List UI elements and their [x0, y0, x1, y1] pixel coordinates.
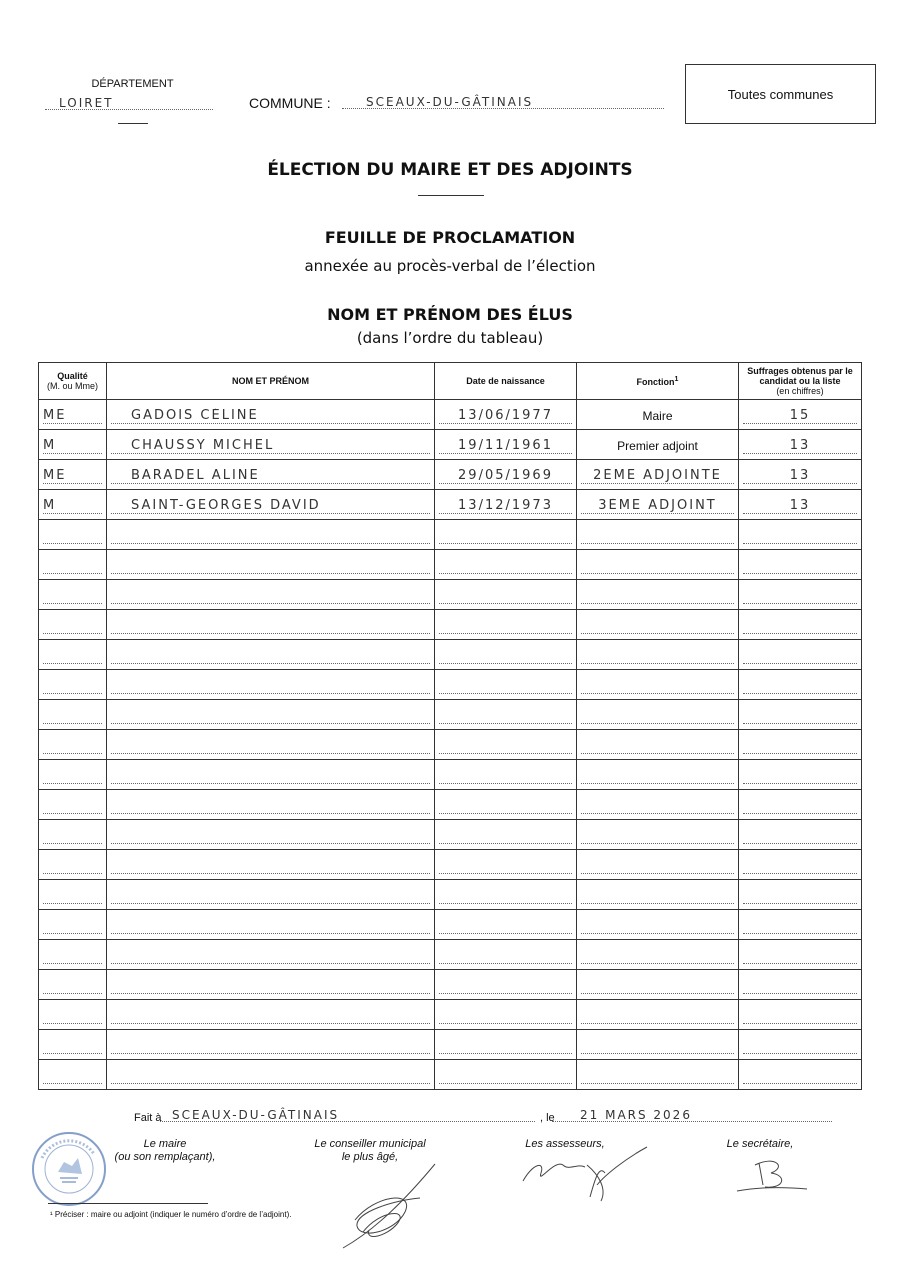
table-row	[39, 460, 862, 490]
blank-entry-line	[111, 618, 430, 634]
blank-entry-line	[439, 858, 572, 874]
blank-entry-line	[743, 918, 857, 934]
sheet-subtitle: annexée au procès-verbal de l’élection	[304, 257, 596, 275]
blank-entry-line	[743, 858, 857, 874]
blank-entry-line	[439, 1038, 572, 1054]
row-name: GADOIS CÉLINE	[111, 408, 430, 424]
row-birth: 29/05/1969	[439, 468, 572, 484]
councillor-signature-scribble	[335, 1160, 445, 1255]
blank-entry-line	[43, 588, 102, 604]
table-row-blank	[39, 760, 862, 790]
blank-entry-line	[111, 888, 430, 904]
blank-entry-line	[439, 738, 572, 754]
blank-entry-line	[581, 858, 734, 874]
blank-entry-line	[581, 828, 734, 844]
blank-entry-line	[43, 1038, 102, 1054]
department-label: DÉPARTEMENT	[91, 78, 174, 90]
table-row-blank	[39, 790, 862, 820]
blank-entry-line	[111, 738, 430, 754]
blank-entry-line	[111, 978, 430, 994]
blank-entry-line	[439, 918, 572, 934]
done-at-value: SCEAUX-DU-GÂTINAIS	[160, 1108, 535, 1122]
blank-entry-line	[43, 798, 102, 814]
blank-entry-line	[111, 558, 430, 574]
blank-entry-line	[439, 828, 572, 844]
blank-entry-line	[581, 558, 734, 574]
blank-entry-line	[43, 948, 102, 964]
date-value: 21 MARS 2026	[552, 1108, 832, 1122]
row-function: Maire	[642, 409, 673, 423]
blank-entry-line	[743, 738, 857, 754]
mayor-signature-block	[100, 1138, 230, 1164]
blank-entry-line	[743, 618, 857, 634]
blank-entry-line	[43, 768, 102, 784]
table-row-blank	[39, 550, 862, 580]
table-row-blank	[39, 850, 862, 880]
blank-entry-line	[743, 1068, 857, 1084]
table-row-blank	[39, 940, 862, 970]
councillor-title: Le conseiller municipal	[314, 1138, 426, 1150]
blank-entry-line	[111, 828, 430, 844]
blank-entry-line	[743, 678, 857, 694]
row-votes: 13	[743, 438, 857, 454]
blank-entry-line	[43, 828, 102, 844]
blank-entry-line	[439, 768, 572, 784]
blank-entry-line	[581, 978, 734, 994]
blank-entry-line	[743, 828, 857, 844]
blank-entry-line	[439, 1068, 572, 1084]
elected-subtitle: (dans l’ordre du tableau)	[356, 329, 544, 347]
blank-entry-line	[743, 798, 857, 814]
row-birth: 13/12/1973	[439, 498, 572, 514]
blank-entry-line	[111, 648, 430, 664]
blank-entry-line	[111, 768, 430, 784]
title-divider	[418, 195, 484, 196]
table-row	[39, 430, 862, 460]
blank-entry-line	[439, 978, 572, 994]
blank-entry-line	[43, 1068, 102, 1084]
blank-entry-line	[743, 948, 857, 964]
blank-entry-line	[581, 798, 734, 814]
blank-entry-line	[111, 948, 430, 964]
table-row-blank	[39, 730, 862, 760]
votes-header: Suffrages obtenus par le candidat ou la liste (en chiffres)	[739, 363, 862, 400]
blank-entry-line	[439, 618, 572, 634]
blank-entry-line	[581, 768, 734, 784]
department-underline	[118, 123, 148, 124]
table-row	[39, 490, 862, 520]
blank-entry-line	[581, 738, 734, 754]
blank-entry-line	[111, 858, 430, 874]
row-quality: ME	[43, 468, 102, 484]
function-header: Fonction$^1$	[577, 363, 739, 400]
secretary-signature-scribble	[735, 1155, 810, 1195]
blank-entry-line	[439, 708, 572, 724]
assessors-signature-scribble	[515, 1145, 655, 1205]
town-hall-stamp-icon	[28, 1128, 110, 1210]
table-row-blank	[39, 580, 862, 610]
blank-entry-line	[43, 708, 102, 724]
row-votes: 15	[743, 408, 857, 424]
commune-label: COMMUNE :	[249, 95, 331, 111]
blank-entry-line	[581, 1038, 734, 1054]
blank-entry-line	[111, 528, 430, 544]
main-title: ÉLECTION DU MAIRE ET DES ADJOINTS	[267, 160, 633, 180]
blank-entry-line	[111, 1008, 430, 1024]
blank-entry-line	[581, 948, 734, 964]
table-row-blank	[39, 910, 862, 940]
blank-entry-line	[439, 558, 572, 574]
row-birth: 13/06/1977	[439, 408, 572, 424]
blank-entry-line	[743, 648, 857, 664]
table-header-row	[39, 363, 862, 400]
blank-entry-line	[743, 558, 857, 574]
secretary-title: Le secrétaire,	[726, 1138, 794, 1150]
commune-value: SCEAUX-DU-GÂTINAIS	[342, 95, 664, 109]
row-function: Premier adjoint	[617, 439, 698, 453]
blank-entry-line	[111, 588, 430, 604]
table-row-blank	[39, 670, 862, 700]
blank-entry-line	[43, 558, 102, 574]
sheet-title: FEUILLE DE PROCLAMATION	[324, 228, 576, 247]
blank-entry-line	[743, 978, 857, 994]
elected-table	[38, 362, 862, 1090]
blank-entry-line	[111, 708, 430, 724]
blank-entry-line	[743, 1008, 857, 1024]
blank-entry-line	[581, 528, 734, 544]
done-at-label: Fait à	[134, 1112, 162, 1124]
blank-entry-line	[43, 888, 102, 904]
row-function: 2ÈME ADJOINTE	[581, 468, 734, 484]
blank-entry-line	[111, 1038, 430, 1054]
blank-entry-line	[439, 588, 572, 604]
mayor-title: Le maire	[143, 1138, 187, 1150]
blank-entry-line	[439, 678, 572, 694]
blank-entry-line	[743, 888, 857, 904]
table-row-blank	[39, 1030, 862, 1060]
row-function: 3ÈME ADJOINT	[581, 498, 734, 514]
department-value: LOIRET	[45, 96, 213, 110]
blank-entry-line	[581, 918, 734, 934]
blank-entry-line	[581, 648, 734, 664]
blank-entry-line	[43, 918, 102, 934]
blank-entry-line	[743, 1038, 857, 1054]
blank-entry-line	[439, 948, 572, 964]
blank-entry-line	[439, 1008, 572, 1024]
table-row-blank	[39, 970, 862, 1000]
name-header: NOM ET PRÉNOM	[107, 363, 435, 400]
blank-entry-line	[581, 888, 734, 904]
blank-entry-line	[111, 798, 430, 814]
blank-entry-line	[581, 588, 734, 604]
row-name: BARADEL ALINE	[111, 468, 430, 484]
footnote: ¹ Préciser : maire ou adjoint (indiquer le numéro d’ordre de l’adjoint).	[50, 1210, 292, 1219]
blank-entry-line	[743, 528, 857, 544]
all-communes-text: Toutes communes	[727, 86, 834, 102]
row-quality: M	[43, 498, 102, 514]
table-row-blank	[39, 820, 862, 850]
elected-title: NOM ET PRÉNOM DES ÉLUS	[327, 305, 573, 324]
blank-entry-line	[43, 678, 102, 694]
table-row	[39, 400, 862, 430]
blank-entry-line	[439, 648, 572, 664]
table-row-blank	[39, 640, 862, 670]
blank-entry-line	[743, 588, 857, 604]
blank-entry-line	[43, 648, 102, 664]
blank-entry-line	[439, 888, 572, 904]
blank-entry-line	[581, 708, 734, 724]
date-label: , le	[540, 1112, 555, 1124]
row-quality: ME	[43, 408, 102, 424]
blank-entry-line	[111, 678, 430, 694]
row-name: CHAUSSY MICHEL	[111, 438, 430, 454]
blank-entry-line	[43, 528, 102, 544]
row-name: SAINT-GEORGES DAVID	[111, 498, 430, 514]
footnote-divider	[48, 1203, 208, 1204]
birth-header: Date de naissance	[435, 363, 577, 400]
table-row-blank	[39, 1060, 862, 1090]
assessors-title: Les assesseurs,	[525, 1138, 605, 1150]
blank-entry-line	[581, 678, 734, 694]
quality-header: Qualité (M. ou Mme)	[39, 363, 107, 400]
blank-entry-line	[439, 528, 572, 544]
table-row-blank	[39, 1000, 862, 1030]
blank-entry-line	[43, 1008, 102, 1024]
row-votes: 13	[743, 468, 857, 484]
table-body	[39, 400, 862, 1090]
blank-entry-line	[111, 1068, 430, 1084]
table-row-blank	[39, 520, 862, 550]
blank-entry-line	[581, 1008, 734, 1024]
blank-entry-line	[581, 1068, 734, 1084]
all-communes-box	[685, 64, 876, 124]
blank-entry-line	[743, 708, 857, 724]
blank-entry-line	[439, 798, 572, 814]
row-quality: M	[43, 438, 102, 454]
blank-entry-line	[743, 768, 857, 784]
mayor-subtitle: (ou son remplaçant),	[114, 1151, 216, 1163]
table-row-blank	[39, 880, 862, 910]
secretary-signature-block	[700, 1138, 820, 1151]
blank-entry-line	[43, 738, 102, 754]
blank-entry-line	[43, 978, 102, 994]
blank-entry-line	[111, 918, 430, 934]
blank-entry-line	[43, 858, 102, 874]
row-birth: 19/11/1961	[439, 438, 572, 454]
table-row-blank	[39, 700, 862, 730]
table-row-blank	[39, 610, 862, 640]
row-votes: 13	[743, 498, 857, 514]
blank-entry-line	[43, 618, 102, 634]
councillor-subtitle: le plus âgé,	[341, 1151, 399, 1163]
blank-entry-line	[581, 618, 734, 634]
